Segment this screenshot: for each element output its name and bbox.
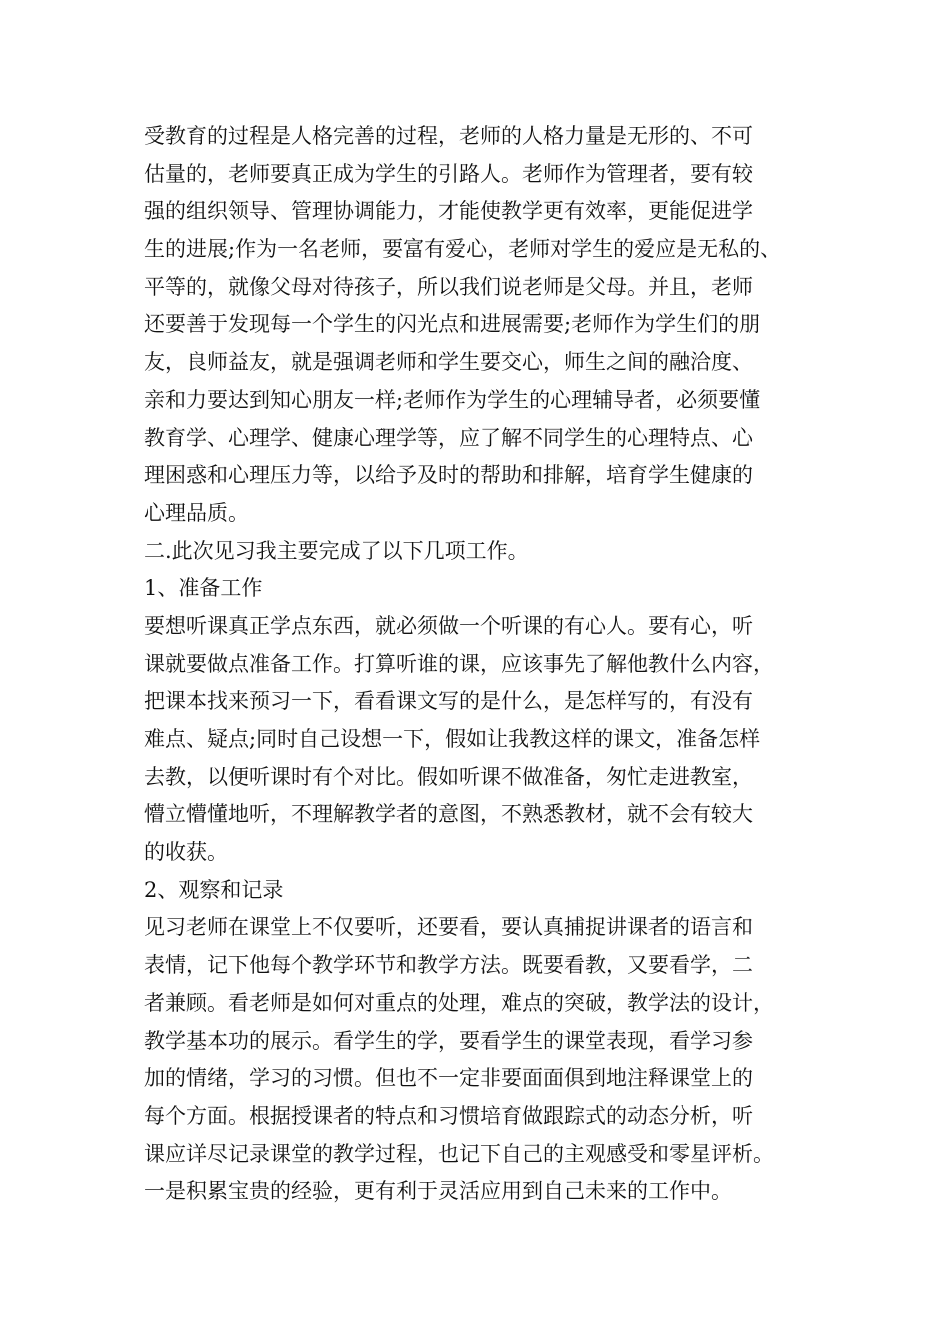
- text-line: 生的进展;作为一名老师，要富有爱心，老师对学生的爱应是无私的、: [144, 237, 782, 262]
- document-body: [144, 118, 816, 1211]
- text-line: 受教育的过程是人格完善的过程，老师的人格力量是无形的、不可: [144, 124, 753, 148]
- text-line: 者兼顾。看老师是如何对重点的处理，难点的突破，教学法的设计，: [144, 990, 774, 1015]
- text-line: 去教，以便听课时有个对比。假如听课不做准备，匆忙走进教室，: [144, 764, 753, 789]
- text-line: 要想听课真正学点东西，就必须做一个听课的有心人。要有心，听: [144, 613, 753, 638]
- text-line: 理困惑和心理压力等，以给予及时的帮助和排解，培育学生健康的: [144, 463, 753, 488]
- text-line: 亲和力要达到知心朋友一样;老师作为学生的心理辅导者，必须要懂: [144, 387, 761, 412]
- text-line: 友，良师益友，就是强调老师和学生要交心，师生之间的融洽度、: [144, 350, 753, 375]
- text-line: 难点、疑点;同时自己设想一下，假如让我教这样的课文，准备怎样: [144, 727, 761, 751]
- subsection-heading-preparation: 1、准备工作: [144, 576, 263, 601]
- section-heading: 二.此次见习我主要完成了以下几项工作。: [144, 538, 529, 563]
- text-line: 懵立懵懂地听，不理解教学者的意图，不熟悉教材，就不会有较大: [144, 802, 753, 827]
- text-line: 的收获。: [144, 840, 228, 865]
- text-line: 课应详尽记录课堂的教学过程，也记下自己的主观感受和零星评析。: [144, 1141, 774, 1166]
- subsection-heading-observation: 2、观察和记录: [144, 877, 284, 902]
- text-line: 把课本找来预习一下，看看课文写的是什么，是怎样写的，有没有: [144, 689, 753, 714]
- text-line: 教育学、心理学、健康心理学等，应了解不同学生的心理特点、心: [144, 425, 753, 450]
- text-line: 教学基本功的展示。看学生的学，要看学生的课堂表现，看学习参: [144, 1028, 753, 1053]
- text-line: 估量的，老师要真正成为学生的引路人。老师作为管理者，要有较: [144, 161, 753, 186]
- text-line: 心理品质。: [144, 500, 249, 525]
- text-line: 还要善于发现每一个学生的闪光点和进展需要;老师作为学生们的朋: [144, 312, 761, 337]
- text-line: 一是积累宝贵的经验，更有利于灵活应用到自己未来的工作中。: [144, 1179, 732, 1204]
- text-line: 课就要做点准备工作。打算听谁的课，应该事先了解他教什么内容，: [144, 651, 774, 676]
- text-line: 每个方面。根据授课者的特点和习惯培育做跟踪式的动态分析，听: [144, 1103, 753, 1128]
- text-line: 平等的，就像父母对待孩子，所以我们说老师是父母。并且，老师: [144, 274, 753, 299]
- text-line: 强的组织领导、管理协调能力，才能使教学更有效率，更能促进学: [144, 199, 753, 224]
- text-line: 加的情绪，学习的习惯。但也不一定非要面面俱到地注释课堂上的: [144, 1066, 753, 1091]
- text-line: 见习老师在课堂上不仅要听，还要看，要认真捕捉讲课者的语言和: [144, 915, 753, 940]
- text-line: 表情，记下他每个教学环节和教学方法。既要看教，又要看学，二: [144, 953, 753, 978]
